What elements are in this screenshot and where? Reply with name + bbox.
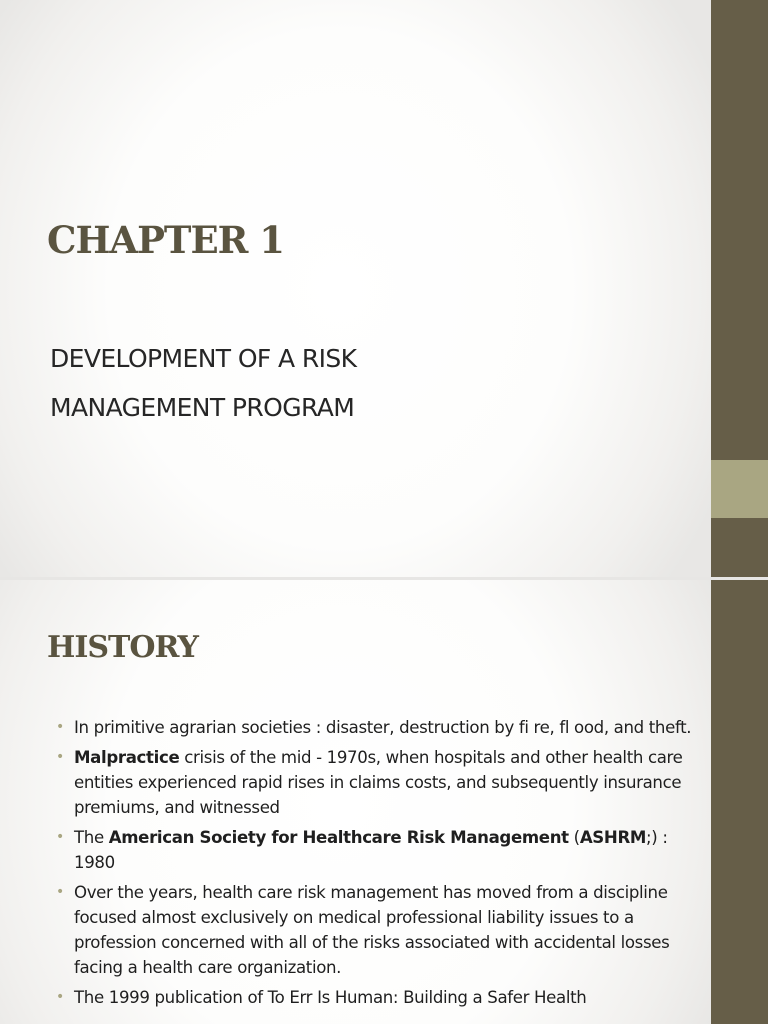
side-rail (711, 580, 768, 1024)
bullet-text: ;) : 1980 (74, 828, 668, 872)
chapter-title: CHAPTER 1 (47, 218, 285, 262)
list-item (56, 880, 696, 980)
chapter-subtitle (50, 334, 356, 432)
bullet-icon: • (56, 884, 64, 900)
bullet-icon: • (56, 829, 64, 845)
bullet-icon: • (56, 719, 64, 735)
slide-history (0, 580, 768, 1024)
bullet-text: ( (568, 828, 580, 847)
list-item (56, 825, 696, 875)
subtitle-line: DEVELOPMENT OF A RISK (50, 344, 357, 373)
list-item (56, 985, 696, 1010)
bullet-text: Over the years, health care risk management has moved from a discipline focused almost exclusively on medical professional liability issues to a profession concerned with all of the risks associated with accidental losses facing a health care organization. (74, 883, 670, 977)
bullet-icon: • (56, 989, 64, 1005)
side-rail-accent (711, 460, 768, 518)
list-item (56, 745, 696, 820)
bullet-bold-term: Malpractice (74, 748, 180, 767)
bullet-bold-term: ASHRM (579, 828, 647, 847)
history-title: HISTORY (47, 630, 198, 665)
subtitle-line: MANAGEMENT PROGRAM (50, 393, 355, 422)
history-bullet-list (56, 715, 696, 1015)
bullet-text: The 1999 publication of To Err Is Human: Building a Safer Health (74, 988, 587, 1007)
bullet-bold-term: American Society for Healthcare Risk Management (108, 828, 569, 847)
bullet-icon: • (56, 749, 64, 765)
bullet-text: In primitive agrarian societies : disaster, destruction by fi re, fl ood, and theft. (74, 718, 692, 737)
bullet-text: The (74, 828, 109, 847)
list-item (56, 715, 696, 740)
bullet-text: crisis of the mid - 1970s, when hospitals and other health care entities experienced rapid rises in claims costs, and subsequently insurance premiums, and witnessed (74, 748, 683, 817)
